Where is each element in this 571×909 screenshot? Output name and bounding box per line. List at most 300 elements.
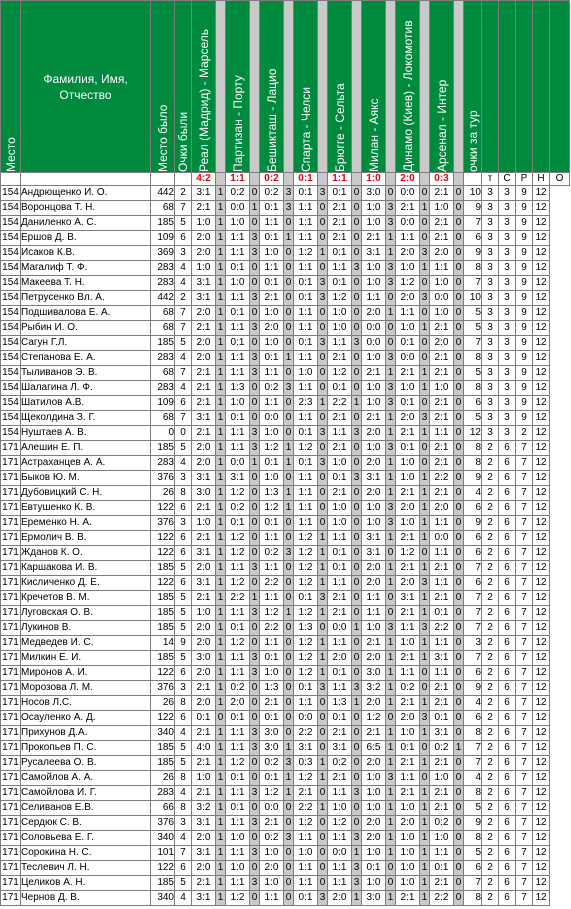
stat-o-cell: 12 [533,306,550,321]
stat-t-cell: 3 [482,366,499,381]
prediction-points-cell: 1 [386,486,396,501]
stat-t-cell: 3 [482,291,499,306]
prediction-points-cell: 1 [318,771,328,786]
prediction-cell: 3:1 [192,471,216,486]
round-points-cell: 7 [464,741,482,756]
prediction-cell: 1:1 [430,636,454,651]
prediction-points-cell: 0 [352,666,362,681]
prediction-points-cell: 0 [352,816,362,831]
header-match-6-label: Милан - Аякс [366,98,381,172]
prediction-points-cell: 1 [386,426,396,441]
name-cell: Даниленко А. С. [21,216,151,231]
name-cell: Евтушенко К. В. [21,501,151,516]
points-were-cell: 3 [175,816,192,831]
prediction-cell: 2:2 [294,726,318,741]
prediction-cell: 1:1 [328,876,352,891]
prediction-cell: 1:0 [328,321,352,336]
prediction-cell: 1:2 [294,771,318,786]
prediction-cell: 0:2 [260,546,284,561]
place-was-cell: 185 [151,741,175,756]
prediction-points-cell: 1 [216,246,226,261]
stat-o-cell: 12 [533,501,550,516]
place-was-cell: 185 [151,621,175,636]
prediction-cell: 1:1 [226,561,250,576]
prediction-points-cell: 0 [250,576,260,591]
stat-r-cell: 7 [516,441,533,456]
stat-o-cell: 12 [533,831,550,846]
points-were-cell: 6 [175,501,192,516]
prediction-cell: 1:1 [226,246,250,261]
prediction-cell: 1:0 [396,261,420,276]
prediction-cell: 1:1 [362,606,386,621]
stat-t-cell: 3 [482,186,499,201]
prediction-cell: 1:3 [294,621,318,636]
prediction-cell: 2:1 [396,606,420,621]
prediction-cell: 2:0 [192,306,216,321]
place-was-cell: 376 [151,816,175,831]
prediction-cell: 1:1 [294,231,318,246]
prediction-cell: 3:1 [430,726,454,741]
results-gap-2 [250,173,260,186]
header-gap-4 [318,1,328,173]
points-were-cell: 6 [175,231,192,246]
table-row [1,576,570,591]
prediction-cell: 3:1 [192,276,216,291]
round-points-cell: 5 [464,801,482,816]
prediction-cell: 3:1 [192,546,216,561]
prediction-points-cell: 3 [420,576,430,591]
prediction-cell: 1:2 [396,546,420,561]
header-gap-5 [352,1,362,173]
prediction-cell: 0:0 [260,411,284,426]
stat-o-cell: 12 [533,606,550,621]
prediction-points-cell: 3 [386,441,396,456]
header-place-was-label: Место было [155,104,170,172]
prediction-cell: 2:0 [192,561,216,576]
prediction-cell: 2:1 [328,591,352,606]
prediction-cell: 2:0 [192,666,216,681]
table-row [1,651,570,666]
prediction-points-cell: 0 [420,441,430,456]
prediction-points-cell: 0 [284,846,294,861]
stat-c-cell: 6 [499,516,516,531]
prediction-points-cell: 1 [216,801,226,816]
prediction-cell: 1:2 [294,636,318,651]
prediction-points-cell: 0 [250,621,260,636]
prediction-points-cell: 0 [454,411,464,426]
name-cell: Медведев И. С. [21,636,151,651]
prediction-cell: 1:0 [362,846,386,861]
prediction-cell: 1:2 [226,756,250,771]
prediction-cell: 1:1 [328,336,352,351]
prediction-cell: 2:2 [430,891,454,906]
name-cell: Нуштаев А. В. [21,426,151,441]
prediction-cell: 1:1 [430,666,454,681]
stat-r-cell: 9 [516,396,533,411]
table-row [1,621,570,636]
name-cell: Воронцова Т. Н. [21,201,151,216]
stat-t-cell: 3 [482,216,499,231]
stat-r-cell: 9 [516,291,533,306]
prediction-points-cell: 0 [352,576,362,591]
stat-o-cell: 12 [533,426,550,441]
prediction-cell: 1:2 [226,486,250,501]
place-was-cell: 68 [151,321,175,336]
table-row [1,366,570,381]
prediction-cell: 0:1 [226,771,250,786]
place-cell: 154 [1,321,21,336]
prediction-points-cell: 0 [318,831,328,846]
name-cell: Сердюк С. В. [21,816,151,831]
prediction-cell: 2:1 [430,591,454,606]
prediction-points-cell: 1 [284,441,294,456]
prediction-cell: 0:3 [294,756,318,771]
round-points-cell: 9 [464,681,482,696]
table-row [1,411,570,426]
place-was-cell: 122 [151,546,175,561]
stat-r-cell: 9 [516,321,533,336]
stat-t-cell: 2 [482,561,499,576]
stat-t-cell: 2 [482,876,499,891]
stat-r-cell: 7 [516,516,533,531]
prediction-points-cell: 1 [420,636,430,651]
stat-o-cell: 12 [533,381,550,396]
prediction-cell: 2:1 [328,201,352,216]
prediction-points-cell: 0 [318,741,328,756]
prediction-cell: 2:1 [430,366,454,381]
prediction-points-cell: 3 [318,291,328,306]
prediction-cell: 2:1 [430,396,454,411]
prediction-cell: 1:1 [226,786,250,801]
prediction-points-cell: 1 [216,816,226,831]
prediction-points-cell: 0 [420,306,430,321]
round-points-cell: 5 [464,846,482,861]
prediction-cell: 0:1 [294,336,318,351]
header-row [1,1,570,173]
prediction-points-cell: 0 [250,891,260,906]
round-points-cell: 4 [464,696,482,711]
header-match-3-label: Бешикташ - Лацио [264,68,279,172]
stat-o-cell: 12 [533,291,550,306]
prediction-points-cell: 0 [284,696,294,711]
prediction-cell: 2:0 [430,246,454,261]
prediction-points-cell: 0 [352,591,362,606]
prediction-cell: 0:1 [226,336,250,351]
place-was-cell: 185 [151,591,175,606]
prediction-points-cell: 0 [420,771,430,786]
prediction-points-cell: 0 [454,801,464,816]
prediction-points-cell: 1 [386,786,396,801]
stat-c-cell: 6 [499,831,516,846]
prediction-cell: 1:0 [396,456,420,471]
stat-header-3: Р [516,173,533,186]
prediction-points-cell: 1 [318,396,328,411]
stat-r-cell: 7 [516,501,533,516]
prediction-cell: 0:1 [328,666,352,681]
prediction-cell: 1:1 [294,381,318,396]
place-was-cell: 68 [151,366,175,381]
prediction-points-cell: 3 [386,381,396,396]
header-gap-6 [386,1,396,173]
header-match-5-label: Брюгге - Сельта [332,83,347,172]
prediction-cell: 0:0 [430,291,454,306]
prediction-points-cell: 3 [318,891,328,906]
prediction-cell: 2:0 [192,231,216,246]
prediction-points-cell: 0 [318,786,328,801]
prediction-points-cell: 3 [420,711,430,726]
place-cell: 171 [1,831,21,846]
prediction-cell: 3:0 [260,726,284,741]
name-cell: Лукинов В. [21,621,151,636]
points-were-cell: 7 [175,201,192,216]
place-cell: 171 [1,816,21,831]
prediction-points-cell: 0 [454,726,464,741]
table-row [1,321,570,336]
prediction-cell: 1:0 [260,426,284,441]
points-were-cell: 8 [175,771,192,786]
prediction-cell: 2:1 [328,726,352,741]
points-were-cell: 4 [175,261,192,276]
prediction-cell: 2:0 [192,246,216,261]
prediction-points-cell: 0 [318,501,328,516]
stat-c-cell: 3 [499,246,516,261]
prediction-points-cell: 3 [318,426,328,441]
stat-t-cell: 2 [482,591,499,606]
prediction-cell: 1:0 [430,276,454,291]
stat-r-cell: 7 [516,546,533,561]
prediction-cell: 2:1 [396,891,420,906]
prediction-cell: 1:2 [362,711,386,726]
prediction-points-cell: 1 [318,246,328,261]
prediction-cell: 2:1 [430,456,454,471]
prediction-points-cell: 0 [284,801,294,816]
prediction-points-cell: 0 [284,336,294,351]
stat-o-cell: 12 [533,771,550,786]
prediction-cell: 2:1 [328,606,352,621]
stat-c-cell: 6 [499,591,516,606]
prediction-points-cell: 1 [318,801,328,816]
prediction-points-cell: 3 [250,666,260,681]
stat-c-cell: 6 [499,711,516,726]
prediction-points-cell: 0 [250,801,260,816]
table-row [1,216,570,231]
stat-c-cell: 6 [499,726,516,741]
prediction-points-cell: 1 [216,666,226,681]
prediction-points-cell: 0 [386,861,396,876]
prediction-cell: 2:0 [396,291,420,306]
prediction-cell: 2:1 [430,186,454,201]
prediction-points-cell: 0 [420,741,430,756]
prediction-points-cell: 0 [318,711,328,726]
prediction-points-cell: 3 [250,651,260,666]
prediction-points-cell: 1 [386,846,396,861]
stat-o-cell: 12 [533,816,550,831]
prediction-cell: 2:0 [362,756,386,771]
place-was-cell: 283 [151,261,175,276]
prediction-cell: 0:1 [226,621,250,636]
stat-o-cell: 12 [533,261,550,276]
prediction-points-cell: 1 [386,576,396,591]
prediction-cell: 3:2 [192,801,216,816]
prediction-cell: 1:0 [396,726,420,741]
table-row [1,471,570,486]
prediction-cell: 1:2 [294,561,318,576]
header-match-6 [362,1,386,173]
prediction-points-cell: 3 [318,276,328,291]
name-cell: Тыливанов Э. В. [21,366,151,381]
prediction-points-cell: 0 [454,846,464,861]
prediction-cell: 1:1 [226,351,250,366]
prediction-cell: 0:1 [362,861,386,876]
prediction-points-cell: 0 [284,306,294,321]
header-match-8 [430,1,454,173]
stat-t-cell: 3 [482,426,499,441]
stat-c-cell: 3 [499,186,516,201]
prediction-cell: 1:0 [294,366,318,381]
prediction-cell: 1:0 [362,201,386,216]
stat-r-cell: 9 [516,261,533,276]
header-gap-7 [420,1,430,173]
prediction-points-cell: 0 [352,291,362,306]
prediction-cell: 2:0 [396,576,420,591]
prediction-points-cell: 0 [352,201,362,216]
prediction-points-cell: 0 [318,816,328,831]
table-row [1,786,570,801]
prediction-cell: 1:1 [226,876,250,891]
prediction-points-cell: 0 [318,846,328,861]
stat-o-cell: 12 [533,276,550,291]
prediction-cell: 2:1 [192,426,216,441]
prediction-cell: 0:0 [396,351,420,366]
name-cell: Самойлова И. Г. [21,786,151,801]
prediction-cell: 1:0 [362,516,386,531]
prediction-cell: 6:5 [362,741,386,756]
name-cell: Петрусенко Вл. А. [21,291,151,306]
match-result-4: 0:1 [294,173,318,186]
stat-t-cell: 2 [482,831,499,846]
place-was-cell: 376 [151,471,175,486]
prediction-points-cell: 1 [386,666,396,681]
name-cell: Шатилов А.В. [21,396,151,411]
prediction-points-cell: 0 [284,276,294,291]
prediction-points-cell: 0 [352,531,362,546]
prediction-cell: 1:1 [362,291,386,306]
stat-t-cell: 3 [482,351,499,366]
prediction-cell: 1:2 [260,501,284,516]
prediction-points-cell: 3 [352,861,362,876]
prediction-points-cell: 0 [454,246,464,261]
table-row [1,306,570,321]
place-was-cell: 66 [151,801,175,816]
prediction-points-cell: 1 [386,366,396,381]
stat-c-cell: 3 [499,366,516,381]
prediction-points-cell: 0 [318,876,328,891]
place-was-cell: 283 [151,381,175,396]
stat-t-cell: 2 [482,711,499,726]
points-were-cell: 4 [175,786,192,801]
table-row [1,381,570,396]
prediction-points-cell: 0 [454,231,464,246]
prediction-points-cell: 1 [250,456,260,471]
header-match-4 [294,1,318,173]
place-cell: 171 [1,876,21,891]
prediction-cell: 2:1 [396,201,420,216]
stat-c-cell: 6 [499,441,516,456]
prediction-points-cell: 1 [386,651,396,666]
stat-o-cell: 12 [533,216,550,231]
stat-c-cell: 6 [499,636,516,651]
prediction-points-cell: 0 [318,366,328,381]
prediction-points-cell: 1 [216,726,226,741]
prediction-points-cell: 0 [352,741,362,756]
prediction-points-cell: 0 [318,381,328,396]
prediction-cell: 1:3 [260,486,284,501]
prediction-points-cell: 0 [454,831,464,846]
prediction-points-cell: 1 [318,546,328,561]
prediction-points-cell: 1 [386,681,396,696]
prediction-cell: 1:0 [260,246,284,261]
prediction-points-cell: 1 [420,846,430,861]
prediction-cell: 2:1 [396,786,420,801]
prediction-points-cell: 1 [386,561,396,576]
prediction-points-cell: 0 [420,216,430,231]
stat-t-cell: 2 [482,726,499,741]
stat-t-cell: 3 [482,261,499,276]
prediction-cell: 2:0 [362,561,386,576]
prediction-points-cell: 1 [284,231,294,246]
prediction-cell: 1:1 [396,666,420,681]
header-match-7-label: Динамо (Киев) - Локомотив [400,20,415,172]
prediction-cell: 1:1 [294,501,318,516]
stat-c-cell: 3 [499,261,516,276]
round-points-cell: 10 [464,186,482,201]
prediction-cell: 1:0 [430,771,454,786]
place-was-cell: 283 [151,351,175,366]
prediction-points-cell: 3 [352,336,362,351]
points-were-cell: 8 [175,696,192,711]
results-gap-8 [454,173,464,186]
stat-c-cell: 6 [499,771,516,786]
prediction-cell: 1:1 [294,861,318,876]
stat-t-cell: 2 [482,621,499,636]
prediction-cell: 0:1 [328,246,352,261]
name-cell: Соловьева Е. Г. [21,831,151,846]
prediction-points-cell: 1 [216,741,226,756]
prediction-points-cell: 0 [284,711,294,726]
prediction-points-cell: 3 [284,546,294,561]
match-result-8: 0:3 [430,173,454,186]
header-gap-3 [284,1,294,173]
prediction-cell: 2:0 [192,861,216,876]
prediction-cell: 1:2 [294,666,318,681]
stat-o-cell: 12 [533,471,550,486]
prediction-points-cell: 0 [454,786,464,801]
prediction-cell: 2:0 [396,711,420,726]
stat-o-cell: 12 [533,876,550,891]
name-cell: Магалиф Т. Ф. [21,261,151,276]
prediction-points-cell: 3 [352,831,362,846]
prediction-cell: 2:3 [294,396,318,411]
header-stat-3 [516,1,533,173]
prediction-points-cell: 0 [454,816,464,831]
prediction-cell: 3:1 [192,846,216,861]
prediction-cell: 1:2 [294,246,318,261]
prediction-cell: 1:1 [396,306,420,321]
stat-c-cell: 3 [499,381,516,396]
stat-o-cell: 12 [533,681,550,696]
name-cell: Еременко Н. А. [21,516,151,531]
points-were-cell: 5 [175,336,192,351]
